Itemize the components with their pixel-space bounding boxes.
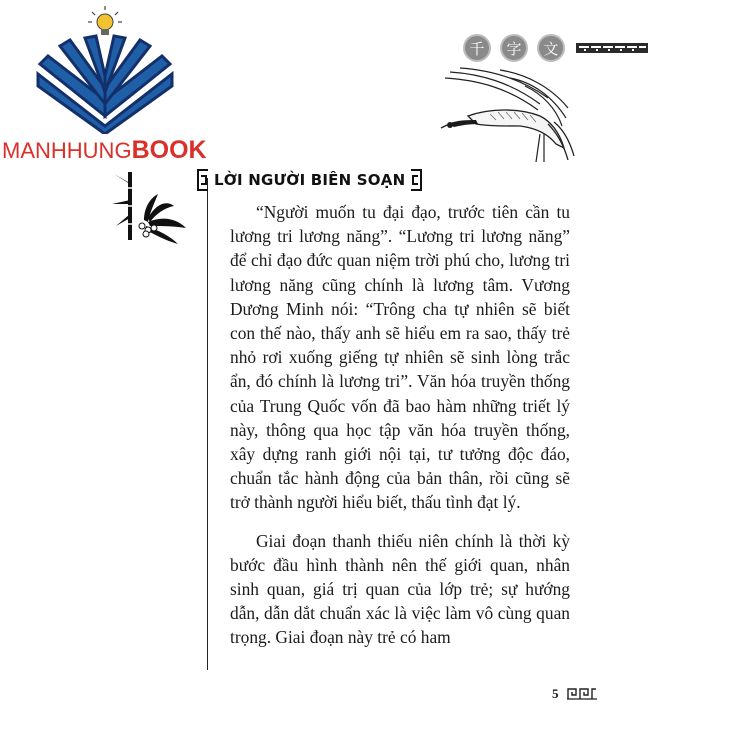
publisher-logo [0,0,220,170]
body-text [230,200,570,664]
lightbulb-icon [88,6,122,35]
heading-left-ornament-icon [196,168,210,192]
body-paragraph-2: Giai đoạn thanh thiếu niên chính là thời kỳ bước đầu hình thành nên thế giới quan, nhân sinh quan, giá trị quan của lớp trẻ; sự hướng dẫn, dẫn dắt chuẩn xác là việc làm vô cùng quan trọng. Giai đoạn này trẻ có ham [230,530,570,648]
bamboo-illustration-icon [108,170,193,245]
header-badges [463,34,648,62]
heading-right-ornament-icon [409,168,423,192]
publisher-name-part1: MANHHUNG [2,138,132,163]
crane-illustration-icon [440,64,580,164]
publisher-name-part2: BOOK [131,136,207,164]
page-footer [552,686,597,702]
section-title: LỜI NGƯỜI BIÊN SOẠN [214,171,406,189]
page-number: 5 [552,686,559,701]
section-heading [196,168,423,192]
body-paragraph-1: “Người muốn tu đại đạo, trước tiên cần tu lương tri lương năng”. “Lương tri lương năng” để chỉ đạo đức quan niệm trời phú cho, lương tri lương năng cũng chính là lương tâm. Vương Dương Minh nói: “Trông cha tự nhiên sẽ biết con thế nào, thấy anh sẽ hiểu em ra sao, thấy trẻ nhỏ rơi xuống giếng tự nhiên sẽ sinh lòng trắc ẩn, đó chính là lương tri”. Văn hóa truyền thống của Trung Quốc vốn đã bao hàm những triết lý này, thông qua học tập văn hóa truyền thống, xây dựng ranh giới nội tại, tư tưởng độc đáo, chuẩn tắc hành động của bản thân, rồi cũng sẽ trở thành người hiểu biết, thấu tình đạt lý. [230,202,570,513]
meander-footer-icon [567,688,597,700]
book-lightbulb-icon [30,4,180,134]
badge-char-1: 千 [463,34,491,62]
badge-char-2: 字 [500,34,528,62]
publisher-name [2,136,207,165]
badge-char-3: 文 [537,34,565,62]
meander-pattern-icon [576,41,648,55]
margin-divider-line [207,178,208,670]
